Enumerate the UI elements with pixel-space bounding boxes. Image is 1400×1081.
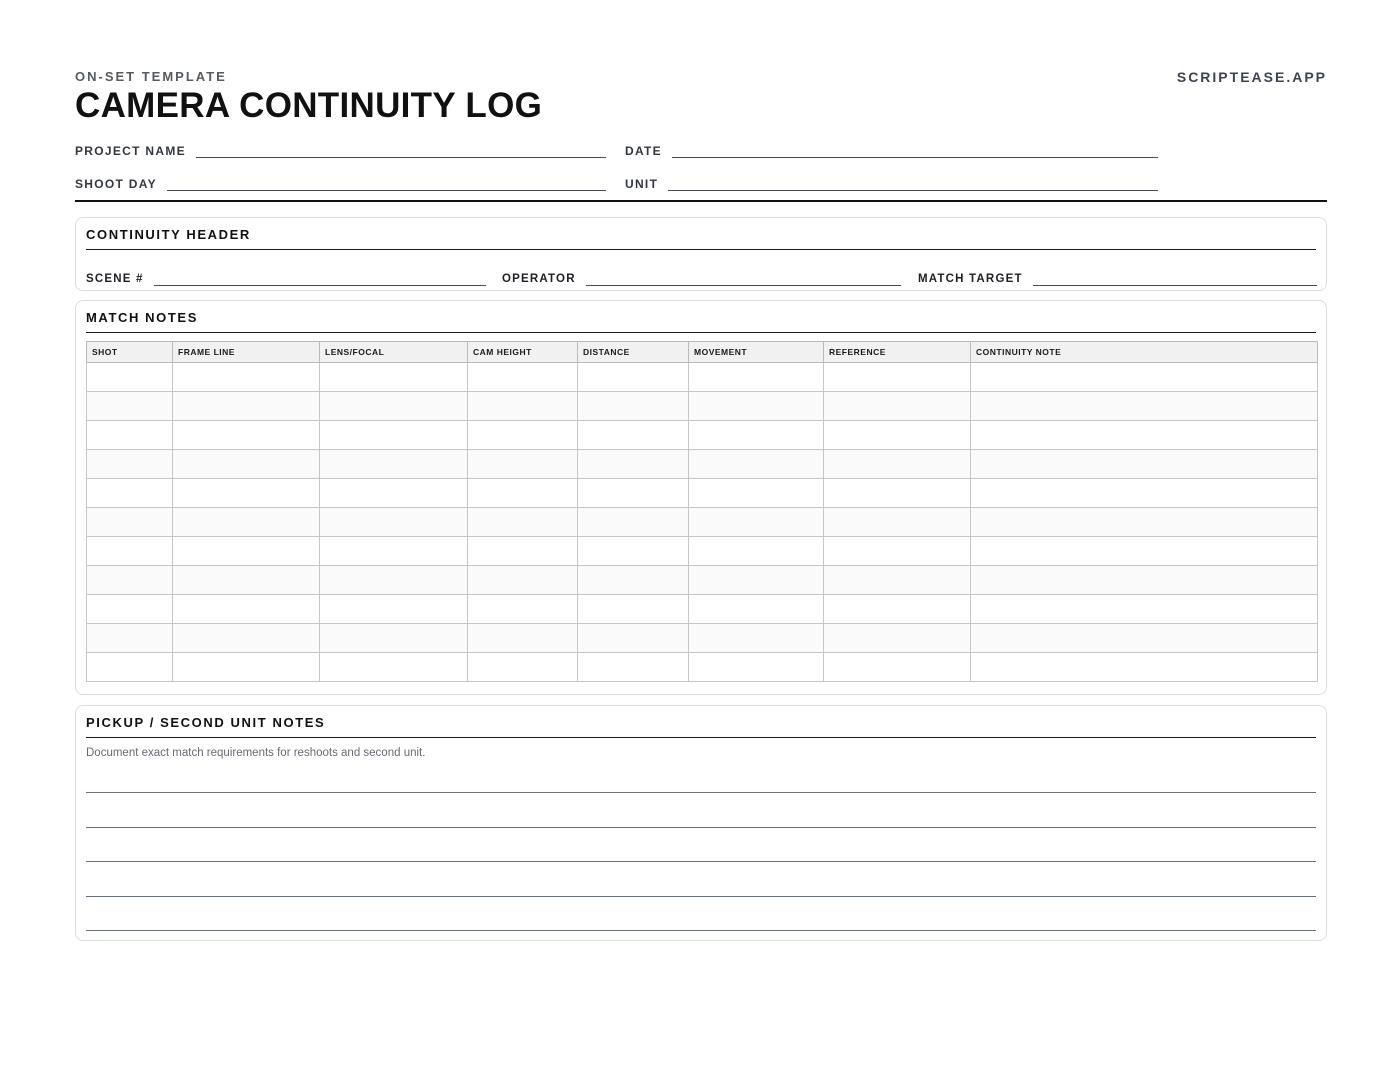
table-cell[interactable] xyxy=(971,508,1318,537)
table-cell[interactable] xyxy=(689,363,824,392)
match-notes-table xyxy=(86,341,1318,682)
table-cell[interactable] xyxy=(320,450,468,479)
table-cell[interactable] xyxy=(824,392,971,421)
operator-label: OPERATOR xyxy=(502,273,576,285)
continuity-header-title: CONTINUITY HEADER xyxy=(86,227,1316,250)
table-cell[interactable] xyxy=(971,421,1318,450)
note-line[interactable] xyxy=(86,792,1316,793)
table-cell[interactable] xyxy=(87,624,173,653)
template-eyebrow: ON-SET TEMPLATE xyxy=(75,69,227,84)
table-cell[interactable] xyxy=(971,392,1318,421)
brand-label: SCRIPTEASE.APP xyxy=(1176,69,1327,85)
pickup-notes-title: PICKUP / SECOND UNIT NOTES xyxy=(86,715,1316,738)
table-row xyxy=(87,566,1318,595)
table-row xyxy=(87,363,1318,392)
table-row xyxy=(87,450,1318,479)
shoot-day-line[interactable] xyxy=(167,176,606,191)
match-target-field[interactable] xyxy=(918,266,1317,286)
table-cell[interactable] xyxy=(87,392,173,421)
table-cell[interactable] xyxy=(173,653,320,682)
table-cell[interactable] xyxy=(971,537,1318,566)
col-header-continuity-note: CONTINUITY NOTE xyxy=(971,342,1318,363)
table-cell[interactable] xyxy=(578,566,689,595)
table-cell[interactable] xyxy=(87,566,173,595)
table-cell[interactable] xyxy=(689,450,824,479)
col-header-shot: SHOT xyxy=(87,342,173,363)
table-cell[interactable] xyxy=(689,479,824,508)
table-cell[interactable] xyxy=(971,653,1318,682)
table-header-row xyxy=(87,342,1318,363)
table-cell[interactable] xyxy=(689,508,824,537)
table-cell[interactable] xyxy=(689,537,824,566)
table-cell[interactable] xyxy=(824,595,971,624)
table-row xyxy=(87,421,1318,450)
table-cell[interactable] xyxy=(824,421,971,450)
table-cell[interactable] xyxy=(320,392,468,421)
table-cell[interactable] xyxy=(971,595,1318,624)
table-cell[interactable] xyxy=(578,479,689,508)
table-cell[interactable] xyxy=(468,450,578,479)
note-line[interactable] xyxy=(86,827,1316,828)
table-cell[interactable] xyxy=(971,624,1318,653)
table-row xyxy=(87,653,1318,682)
table-cell[interactable] xyxy=(824,450,971,479)
table-cell[interactable] xyxy=(578,421,689,450)
table-cell[interactable] xyxy=(971,363,1318,392)
table-cell[interactable] xyxy=(87,450,173,479)
table-cell[interactable] xyxy=(87,508,173,537)
table-cell[interactable] xyxy=(320,421,468,450)
table-cell[interactable] xyxy=(689,421,824,450)
table-cell[interactable] xyxy=(971,450,1318,479)
header-divider xyxy=(75,200,1327,202)
match-notes-title: MATCH NOTES xyxy=(86,310,1316,333)
table-cell[interactable] xyxy=(824,508,971,537)
table-cell[interactable] xyxy=(173,450,320,479)
unit-line[interactable] xyxy=(668,176,1158,191)
project-name-label: PROJECT NAME xyxy=(75,144,186,158)
table-cell[interactable] xyxy=(320,363,468,392)
meta-row-2 xyxy=(75,171,1158,191)
table-cell[interactable] xyxy=(578,537,689,566)
note-line[interactable] xyxy=(86,896,1316,897)
match-notes-card xyxy=(75,300,1327,695)
pickup-notes-hint: Document exact match requirements for reshoots and second unit. xyxy=(86,747,426,759)
table-cell[interactable] xyxy=(173,479,320,508)
page-title: CAMERA CONTINUITY LOG xyxy=(75,86,543,125)
table-cell[interactable] xyxy=(173,624,320,653)
table-cell[interactable] xyxy=(320,566,468,595)
unit-label: UNIT xyxy=(625,177,659,191)
table-cell[interactable] xyxy=(468,479,578,508)
col-header-movement: MOVEMENT xyxy=(689,342,824,363)
table-cell[interactable] xyxy=(173,566,320,595)
table-cell[interactable] xyxy=(87,653,173,682)
table-cell[interactable] xyxy=(173,421,320,450)
table-cell[interactable] xyxy=(468,392,578,421)
table-row xyxy=(87,537,1318,566)
table-cell[interactable] xyxy=(824,537,971,566)
table-cell[interactable] xyxy=(578,624,689,653)
table-row xyxy=(87,595,1318,624)
table-cell[interactable] xyxy=(578,595,689,624)
match-target-label: MATCH TARGET xyxy=(918,273,1023,285)
scene-field[interactable] xyxy=(86,266,486,286)
table-cell[interactable] xyxy=(578,392,689,421)
shoot-day-field[interactable] xyxy=(75,171,606,191)
col-header-frame-line: FRAME LINE xyxy=(173,342,320,363)
date-field[interactable] xyxy=(625,138,1158,158)
table-cell[interactable] xyxy=(468,537,578,566)
continuity-header-fields xyxy=(86,266,1316,286)
table-cell[interactable] xyxy=(578,363,689,392)
table-cell[interactable] xyxy=(468,595,578,624)
col-header-lens-focal: LENS/FOCAL xyxy=(320,342,468,363)
table-cell[interactable] xyxy=(824,653,971,682)
table-cell[interactable] xyxy=(320,479,468,508)
table-cell[interactable] xyxy=(87,421,173,450)
col-header-cam-height: CAM HEIGHT xyxy=(468,342,578,363)
scene-label: SCENE # xyxy=(86,273,144,285)
operator-field[interactable] xyxy=(502,266,901,286)
table-cell[interactable] xyxy=(320,537,468,566)
table-cell[interactable] xyxy=(468,624,578,653)
table-cell[interactable] xyxy=(173,392,320,421)
table-cell[interactable] xyxy=(468,363,578,392)
col-header-distance: DISTANCE xyxy=(578,342,689,363)
note-line[interactable] xyxy=(86,930,1316,931)
table-cell[interactable] xyxy=(971,566,1318,595)
table-cell[interactable] xyxy=(468,508,578,537)
table-cell[interactable] xyxy=(87,479,173,508)
note-line[interactable] xyxy=(86,861,1316,862)
table-row xyxy=(87,508,1318,537)
table-row xyxy=(87,624,1318,653)
table-cell[interactable] xyxy=(689,392,824,421)
match-notes-body xyxy=(87,363,1318,682)
table-cell[interactable] xyxy=(689,595,824,624)
project-name-line[interactable] xyxy=(196,143,606,158)
table-row xyxy=(87,479,1318,508)
table-cell[interactable] xyxy=(578,653,689,682)
match-target-line[interactable] xyxy=(1033,271,1317,286)
date-label: DATE xyxy=(625,144,662,158)
project-name-field[interactable] xyxy=(75,138,606,158)
table-cell[interactable] xyxy=(173,537,320,566)
table-cell[interactable] xyxy=(173,595,320,624)
continuity-header-card xyxy=(75,217,1327,291)
meta-row-1 xyxy=(75,138,1158,158)
table-cell[interactable] xyxy=(87,595,173,624)
table-cell[interactable] xyxy=(689,653,824,682)
table-cell[interactable] xyxy=(578,508,689,537)
table-cell[interactable] xyxy=(320,508,468,537)
table-cell[interactable] xyxy=(87,363,173,392)
table-cell[interactable] xyxy=(824,566,971,595)
table-cell[interactable] xyxy=(173,363,320,392)
operator-line[interactable] xyxy=(586,271,901,286)
table-cell[interactable] xyxy=(468,421,578,450)
table-cell[interactable] xyxy=(468,566,578,595)
table-cell[interactable] xyxy=(320,595,468,624)
shoot-day-label: SHOOT DAY xyxy=(75,177,157,191)
table-cell[interactable] xyxy=(468,653,578,682)
table-cell[interactable] xyxy=(824,624,971,653)
table-cell[interactable] xyxy=(689,566,824,595)
table-cell[interactable] xyxy=(824,363,971,392)
unit-field[interactable] xyxy=(625,171,1158,191)
table-cell[interactable] xyxy=(320,624,468,653)
col-header-reference: REFERENCE xyxy=(824,342,971,363)
pickup-notes-card xyxy=(75,705,1327,941)
table-cell[interactable] xyxy=(689,624,824,653)
table-cell[interactable] xyxy=(824,479,971,508)
table-row xyxy=(87,392,1318,421)
table-cell[interactable] xyxy=(578,450,689,479)
table-cell[interactable] xyxy=(320,653,468,682)
table-cell[interactable] xyxy=(87,537,173,566)
table-cell[interactable] xyxy=(173,508,320,537)
date-line[interactable] xyxy=(672,143,1158,158)
table-cell[interactable] xyxy=(971,479,1318,508)
scene-line[interactable] xyxy=(154,271,486,286)
